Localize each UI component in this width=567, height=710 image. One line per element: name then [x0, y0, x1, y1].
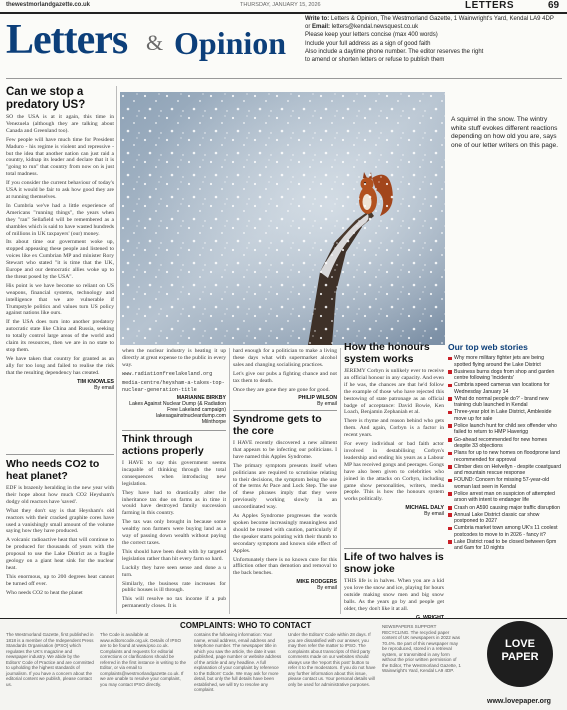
- paragraph: Few people will have much time for President Maduro - his regime is violent and repressive - but the idea that another nation can just raid a country, kidnap its leader and declare that it is "going to run" that country from now on is just total madness.: [6, 136, 114, 178]
- column-rule: [340, 348, 341, 614]
- paragraph: They have had to drastically alter the inheritance tax due on farms as in time it would have destroyed family succession farming in this country.: [122, 489, 226, 517]
- complaints-heading: COMPLAINTS: WHO TO CONTACT: [180, 621, 312, 630]
- column-rule: [229, 348, 230, 614]
- headline-predatory: Can we stop a predatory US?: [6, 86, 86, 111]
- paragraph: A volcanic radioactive heat that will continue to be produced for thousands of years with the proposal to use the Lake District as a fragile geology on a giant heat sink for the nuclear heat.: [6, 537, 114, 571]
- web-story-item[interactable]: Business burns dogs from shop and garden centre following 'incidents': [448, 369, 562, 382]
- web-stories-list: [448, 355, 562, 552]
- web-story-item[interactable]: Police launch hunt for child sex offender who failed to return to HMP Haverigg: [448, 423, 562, 436]
- issue-date: THURSDAY, JANUARY 15, 2026: [240, 2, 321, 8]
- complaints-box: [0, 618, 567, 710]
- paragraph: His point is we have become so reliant on US weapons, financial systems, technology and intelligence that we are vulnerable if Trumpstyle politics and values turn US policy against nations like ours.: [6, 282, 114, 317]
- section-label: LETTERS: [465, 0, 515, 11]
- write-to-or: or: [305, 24, 311, 31]
- web-story-item[interactable]: Crash on A590 causing major traffic disruption: [448, 505, 562, 512]
- byline: MARIANNE BIRKBY Lakes Against Nuclear Dump (& Radiation Free Lakeland campaign) lakesagainstnucleardump.com Milnthorpe: [129, 395, 226, 426]
- article-think-through: [122, 430, 226, 612]
- complaints-col-4: Under the Editors' Code within 28 days. If you are dissatisfied with our answer, you may then refer the matter to IPSO. The complaints about transcripts of third party comments made on our websites should always use the 'report this post' button to refer it to the moderators. If you do not have any further information about this issue, please contact us. Your personal details will only be used for administrative purposes.: [288, 632, 376, 687]
- masthead-letters: Letters: [6, 17, 128, 63]
- paragraph: As Apples Syndrome progresses the words spoken become increasingly meaningless and should be treated with caution, particularly if the speaker starts pointing with their thumb to secondary symptom and known side effect of Apples.: [233, 513, 337, 554]
- web-link[interactable]: www.radiationfreelakeland.org: [122, 370, 213, 377]
- web-link-path[interactable]: media-centre/heysham-a-takes-top-nuclear-generation-title: [122, 379, 225, 393]
- web-story-item[interactable]: FOUND: Concern for missing 57-year-old woman last seen in Kendal: [448, 477, 562, 490]
- write-to-email[interactable]: letters@kendal.newsquest.co.uk: [331, 24, 419, 31]
- paragraph: SO the USA is at it again, this time in Venezuela (although they are talking about Canada and Greenland too).: [6, 114, 114, 134]
- byline: TIM KNOWLES By email: [77, 378, 114, 391]
- article-body: [344, 578, 444, 613]
- headline-halves: Life of two halves is snow joke: [344, 551, 444, 575]
- write-to-line4: Also include a daytime phone number. The editor reserves the right: [305, 48, 484, 55]
- web-story-item[interactable]: Cumbria market town among UK's 11 coolest postcodes to move to in 2026 - fancy it?: [448, 525, 562, 538]
- masthead-rule: [6, 78, 562, 79]
- paragraph: This will resolve no tax income if a pub permanently closes. It is: [122, 596, 226, 610]
- byline: MICHAEL DALY By email: [405, 505, 444, 518]
- photo-caption: A squirrel in the snow. The wintry white stuff evokes different reactions depending on how old you are, says one of our letter writers on this page.: [451, 116, 559, 149]
- love-paper-logo: [487, 621, 553, 687]
- complaints-col-5: NEWSPAPERS SUPPORT RECYCLING. The recycled paper content of UK newspapers in 2022 was 70.4%. Be part of this newspaper may be reproduced, stored in a retrieval system, or transmitted in any form without the prior written permission of the Editor, The Westmorland Gazette, 1 Wainwright's Yard, Kendal LA9 4DP.: [382, 624, 461, 673]
- web-story-item[interactable]: Police arrest man on suspicion of attempted arson with intent to endanger life: [448, 491, 562, 504]
- article-pubs: [233, 348, 337, 407]
- paragraph: The primary symptom presents itself when politicians are required to scrutinise relating to their decisions, the symptom being the use of the terms At Pace and Lock Step. The use of these phrases imply that they were previously working slowly in an uncoordinated way.: [233, 462, 337, 511]
- paragraph: JEREMY Corbyn is unlikely ever to receive an official honour in any capacity. And even if he was, the chances are that he'd follow the example of those who have rejected this bestowing of state patronage as an official badge of acceptance: David Bowie, Ken Loach, Benjamin Zephaniah et al.: [344, 368, 444, 416]
- article-predatory-us: [6, 86, 114, 391]
- article-co2: [6, 454, 114, 599]
- byline: MIKE RODGERS By email: [296, 579, 337, 592]
- paragraph: I HAVE recently discovered a new ailment that appears to be infecting our politicians. I have named this Apples Syndrome.: [233, 440, 337, 460]
- paragraph: What they don't say is that Heysham's old reactors with their cracked graphite cores have used a vanishingly small amount of the volume saying how they have produced.: [6, 507, 114, 535]
- article-body: [6, 485, 114, 597]
- web-story-item[interactable]: Cumbria speed cameras van locations for Wednesday January 14: [448, 382, 562, 395]
- headline-syndrome: Syndrome gets to the core: [233, 413, 322, 437]
- web-story-item[interactable]: Plans for up to new homes on floodprone land recommended for approval: [448, 450, 562, 463]
- paragraph: Once they are gone they are gone for good.: [233, 386, 330, 393]
- write-to-line3: Include your full address as a sign of good faith: [305, 40, 431, 47]
- paragraph: For every individual or bad faith actor involved in destabilising Corbyn's leadership and ending his years as a Labour MP has received gongs and peerages. Gongs have also been given to celebrities who joined in the attacks on Corbyn, including game show personalities, writers, media people. This is how the honours system works politically.: [344, 441, 444, 503]
- article-two-halves: [344, 548, 444, 627]
- web-story-item[interactable]: Climber dies on Helvellyn - despite coastguard and mountain rescue response: [448, 464, 562, 477]
- paragraph: In Cumbria we've had a little experience of Americans "running things", the years when they "ran" Sellafield will be remembered as a shambles which is said to have wasted hundreds of millions in UK taxpayers' (our) money.: [6, 202, 114, 237]
- page-header: [0, 0, 567, 12]
- paragraph: Similarly, the business rate increases for public houses is ill through.: [122, 580, 226, 594]
- article-body: [122, 460, 226, 610]
- paragraph: Let's give our pubs a fighting chance and not tax them to death.: [233, 370, 337, 384]
- love-paper-line2: PAPER: [501, 651, 539, 663]
- paragraph: when the nuclear industry is heating it up directly at great expense to the public in every way.: [122, 348, 226, 368]
- paragraph: EDF is brazenly heralding in the new year with their hope about how much CO2 Heysham's dodgy old reactors have 'saved'.: [6, 485, 114, 505]
- paragraph: If you consider the current behaviour of today's USA it would be fair to ask how good they are at running themselves.: [6, 180, 114, 200]
- headline-co2: Who needs CO2 to heat planet?: [6, 458, 100, 482]
- squirrel-snow-image: [120, 92, 445, 345]
- article-body: [122, 348, 226, 393]
- write-to-email-label: Email:: [312, 24, 331, 31]
- paragraph: There is rhyme and reason behind who gets them. And again, Corbyn is a factor in recent years.: [344, 418, 444, 439]
- paragraph: hard enough for a politician to make a living these days what with supermarket alcohol sales and changing socialising practices.: [233, 348, 337, 368]
- web-story-item[interactable]: Lake District road to be closed between 6pm and 6am for 10 nights: [448, 539, 562, 552]
- article-honours: [344, 342, 444, 517]
- article-body: [6, 114, 114, 377]
- love-paper-line1: LOVE: [505, 638, 535, 650]
- paragraph: This enormous, up to 200 degrees heat cannot be turned off ever.: [6, 573, 114, 587]
- article-body: [233, 348, 337, 393]
- paragraph: The tax was only brought in because some wealthy non farmers were buying land as a way of passing down wealth without paying the correct taxes.: [122, 519, 226, 546]
- complaints-col-1: The Westmorland Gazette, first published in 1818 is a member of the Independent Press Standards Organisation (IPSO) which regulates the UK's magazine and newspaper industry. We abide by the Editors' Code of Practice and are committed to upholding the highest standards of journalism. If you have a concern about the editorial content we publish, please contact us.: [6, 632, 94, 687]
- write-to-line5: to amend or shorten letters or refuse to publish them: [305, 57, 445, 64]
- article-syndrome: [233, 410, 337, 591]
- paragraph: This should have been dealt with by targeted legislation rather than hit every farm so hard.: [122, 548, 226, 562]
- site-url: thewestmorlandgazette.co.uk: [6, 2, 91, 8]
- web-story-item[interactable]: Go-ahead recommended for new homes despite 33 objections: [448, 437, 562, 450]
- complaints-col-2: The Code is available at www.editorscode.org.uk. Details of IPSO are to be found at www.ipso.co.uk. Complaints and requests for editorial corrections or clarifications should be referred in the first instance in writing to the Editor, or via email to complaints@westmorlandgazette.co.uk. If we are unable to resolve your complaint, you may contact IPSO directly.: [100, 632, 187, 687]
- masthead-opinion: Opinion: [174, 25, 287, 61]
- paragraph: If the USA does turn into another predatory autocratic state like China and Russia, seeking to totally control large areas of the world and claim its resources, then we are in no state to stop them.: [6, 319, 114, 353]
- web-story-item[interactable]: Why more military fighter jets are being spotted flying around the Lake District: [448, 355, 562, 368]
- squirrel-photo: [120, 92, 445, 345]
- paragraph: Its about time our government woke up, stopped appeasing these people and listened to voices like ex Cumbrian MP and minister Rory Stewart who stated "it is time that the UK, Europe and our democratic allies woke up to the threat posed by the USA".: [6, 239, 114, 280]
- article-body: [233, 440, 337, 577]
- paragraph: Luckily they have seen sense and done a u turn.: [122, 564, 226, 578]
- web-stories-heading: Our top web stories: [448, 342, 528, 352]
- web-story-item[interactable]: Annual Lake District classic car show postponed to 2027: [448, 512, 562, 525]
- paragraph: Unfortunately there is no known cure for this affliction other than demotion and removal to the back benches.: [233, 556, 337, 577]
- paragraph: I HAVE to say this government seems incapable of thinking through the total consequences when introducing new legislation.: [122, 460, 226, 487]
- top-web-stories: [448, 342, 562, 552]
- column-rule: [116, 86, 117, 614]
- write-to-lead: Write to:: [305, 16, 330, 22]
- masthead-ampersand: &: [146, 30, 164, 55]
- headline-honours: How the honours system works: [344, 341, 430, 365]
- headline-think: Think through actions properly: [122, 433, 204, 457]
- complaints-col-3: contains the following information: Your name, email address, email address and telephone number. The newspaper title in which you saw the article, the date it was published, page number or website address of the article and any headline. A full explanation of your complaint by reference to the Editors' Code. We may ask for more detail, but only the full details have been established, we will try to resolve any complaint.: [194, 632, 282, 692]
- write-to-box: [305, 15, 560, 64]
- article-body: [344, 368, 444, 503]
- write-to-line2: Please keep your letters concise (max 400 words): [305, 32, 438, 39]
- paragraph: Who needs CO2 to heat the planet: [6, 589, 83, 596]
- article-nuclear-continued: [122, 348, 226, 425]
- byline: PHILIP WILSON By email: [298, 395, 337, 408]
- write-to-address: Letters & Opinion, The Westmorland Gazette, 1 Wainwright's Yard, Kendal LA9 4DP: [330, 16, 554, 22]
- web-story-item[interactable]: Three-year plot in Lake District, Ambleside move up for sale: [448, 409, 562, 422]
- web-story-item[interactable]: 'What do normal people do?' - brand new training club launched in Kendal: [448, 396, 562, 409]
- page-number: 69: [548, 0, 560, 11]
- paragraph: We have taken that country for granted as an ally for too long and failed to realise the risk that the resulting dependency has created.: [6, 355, 114, 376]
- paragraph: THIS life is in halves. When you are a kid you love the snow and ice, playing for hours outside making snow men and big snow balls. As the years go by and people get older, they don't like it at all.: [344, 578, 444, 612]
- love-paper-url[interactable]: www.lovepaper.org: [487, 698, 551, 705]
